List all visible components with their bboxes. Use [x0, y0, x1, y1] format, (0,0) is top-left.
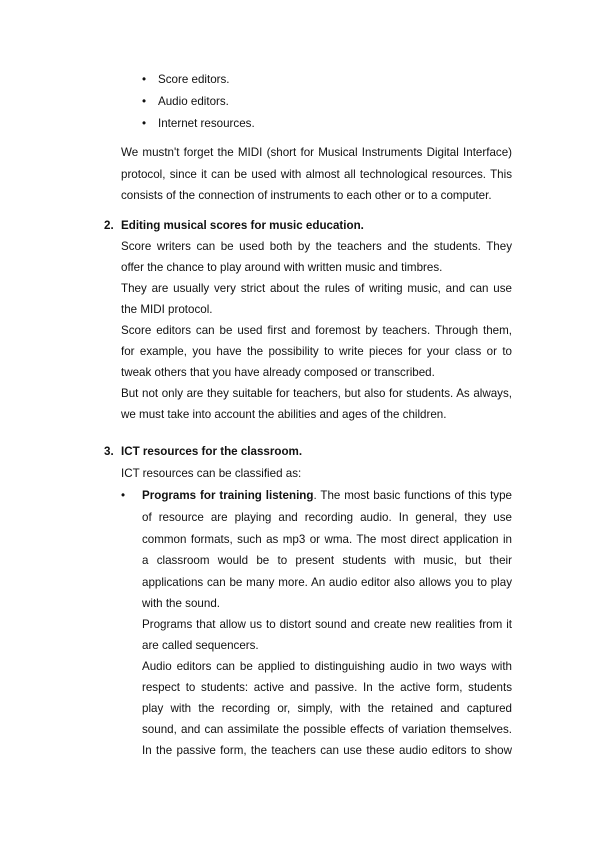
paragraph-line: offer the chance to play around with written music and timbres. — [121, 261, 443, 274]
paragraph-line: for example, you have the possibility to write pieces for your class or to — [121, 345, 512, 358]
section-intro: ICT resources can be classified as: — [121, 467, 302, 480]
paragraph-line: the MIDI protocol. — [121, 303, 213, 316]
paragraph-line: sound, and can assimilate the possible effects of variation themselves. — [142, 723, 512, 736]
paragraph-line: common formats, such as mp3 or wma. The most direct application in — [142, 533, 512, 546]
bullet-bold-term: Programs for training listening — [142, 489, 314, 502]
bullet-dot-icon: • — [142, 117, 147, 130]
bullet-dot-icon: • — [142, 73, 147, 86]
paragraph-line: of resource are playing and recording audio. In general, they use — [142, 511, 512, 524]
bullet-first-line — [142, 489, 512, 503]
paragraph-line: a classroom would be to present students with music, but their — [142, 554, 512, 567]
midi-paragraph-line: protocol, since it can be used with almost all technological resources. This — [121, 168, 512, 181]
paragraph-line: But not only are they suitable for teachers, but also for students. As always, — [121, 387, 512, 400]
section-heading: ICT resources for the classroom. — [121, 445, 303, 458]
paragraph-line: are called sequencers. — [142, 639, 259, 652]
section-number: 3. — [104, 445, 114, 458]
midi-paragraph-line: We mustn't forget the MIDI (short for Musical Instruments Digital Interface) — [121, 146, 512, 159]
paragraph-line: In the passive form, the teachers can use these audio editors to show — [142, 744, 512, 757]
bullet-first-line-rest: . The most basic functions of this type — [313, 489, 512, 502]
paragraph-line: we must take into account the abilities and ages of the children. — [121, 408, 447, 421]
list-item: Score editors. — [158, 73, 230, 86]
paragraph-line: They are usually very strict about the rules of writing music, and can use — [121, 282, 512, 295]
paragraph-line: applications can be many more. An audio editor also allows you to play — [142, 576, 512, 589]
bullet-dot-icon: • — [142, 95, 147, 108]
paragraph-line: Score editors can be used first and foremost by teachers. Through them, — [121, 324, 512, 337]
section-heading: Editing musical scores for music education. — [121, 219, 364, 232]
midi-paragraph-line: consists of the connection of instruments to each other or to a computer. — [121, 189, 492, 202]
paragraph-line: respect to students: active and passive. In the active form, students — [142, 681, 512, 694]
bullet-dot-icon: • — [121, 489, 126, 502]
paragraph-line: tweak others that you have already composed or transcribed. — [121, 366, 435, 379]
paragraph-line: Score writers can be used both by the teachers and the students. They — [121, 240, 512, 253]
paragraph-line: play with the recording or, simply, with the retained and captured — [142, 702, 512, 715]
paragraph-line: Audio editors can be applied to distinguishing audio in two ways with — [142, 660, 512, 673]
list-item: Internet resources. — [158, 117, 255, 130]
section-number: 2. — [104, 219, 114, 232]
list-item: Audio editors. — [158, 95, 229, 108]
paragraph-line: with the sound. — [142, 597, 220, 610]
paragraph-line: Programs that allow us to distort sound and create new realities from it — [142, 618, 512, 631]
